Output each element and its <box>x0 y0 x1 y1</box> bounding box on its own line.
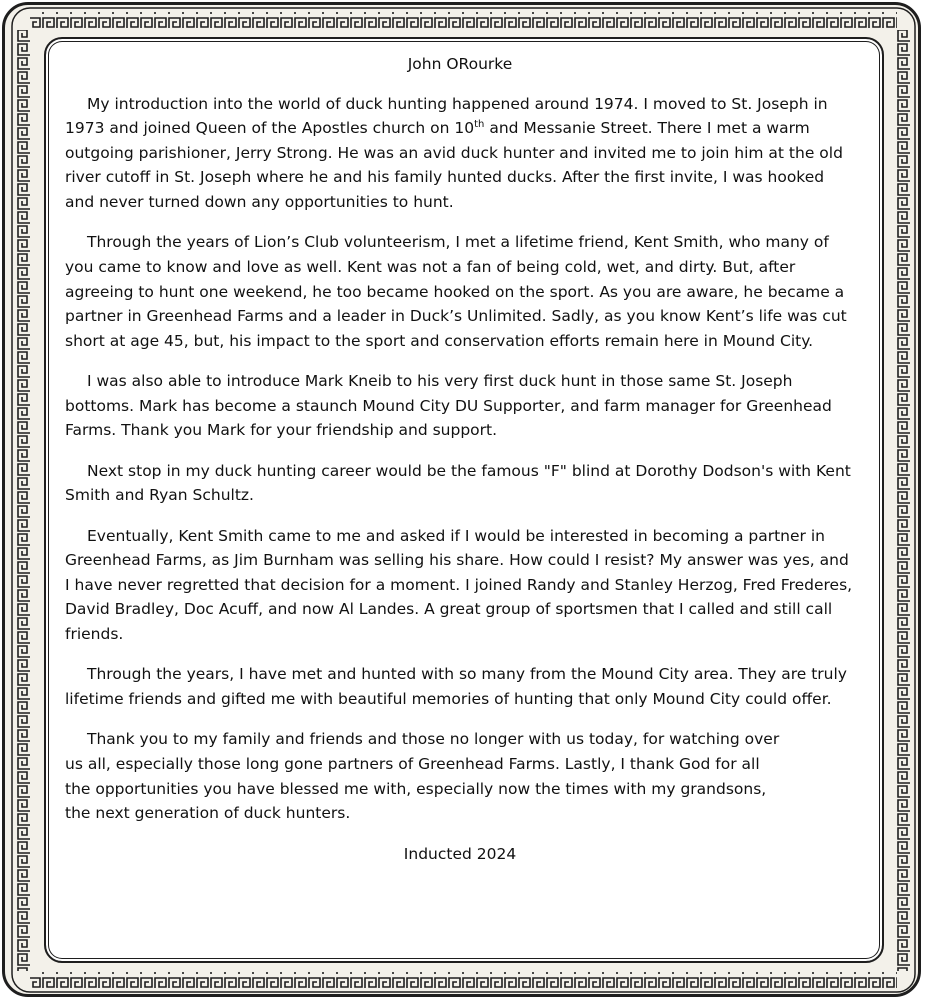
paragraph-5: Eventually, Kent Smith came to me and asked if I would be interested in becoming a partner in Greenhead Farms, as Jim Burnham was selling his share. How could I resist? My answer was yes, and I have never regretted that decision for a moment. I joined Randy and Stanley Herzog, Fred Frederes, David Bradley, Doc Acuff, and now Al Landes. A great group of sportsmen that I called and still call friends. <box>65 526 853 644</box>
paragraph-6: Through the years, I have met and hunted with so many from the Mound City area. They are truly lifetime friends and gifted me with beautiful memories of hunting that only Mound City could offer. <box>65 665 847 709</box>
induction-year: Inducted 2024 <box>403 844 517 863</box>
document-body <box>65 52 855 866</box>
paragraph-4: Next stop in my duck hunting career would be the famous "F" blind at Dorothy Dodson's with Kent Smith and Ryan Schultz. <box>65 461 851 505</box>
paragraph-1 <box>65 92 855 215</box>
paragraph-1-text-cont: and Messanie Street. There I met a warm outgoing parishioner, Jerry Strong. He was an avid duck hunter and invited me to join him at the old river cutoff in St. Joseph where he and his family hunted ducks. After the first invite, I was hooked and never turned down any opportunities to hunt. <box>65 119 843 211</box>
paragraph-7: Thank you to my family and friends and those no longer with us today, for watching over us all, especially those long gone partners of Greenhead Farms. Lastly, I thank God for all the opportunities you have blessed me with, especially now the times with my grandsons, the next generation of duck hunters. <box>65 730 780 823</box>
paragraph-2: Through the years of Lion’s Club volunteerism, I met a lifetime friend, Kent Smith, who many of you came to know and love as well. Kent was not a fan of being cold, wet, and dirty. But, after agreeing to hunt one weekend, he too became hooked on the sport. As you are aware, he became a partner in Greenhead Farms and a leader in Duck’s Unlimited. Sadly, as you know Kent’s life was cut short at age 45, but, his impact to the sport and conservation efforts remain here in Mound City. <box>65 233 847 350</box>
paragraph-3: I was also able to introduce Mark Kneib to his very first duck hunt in those same St. Joseph bottoms. Mark has become a staunch Mound City DU Supporter, and farm manager for Greenhead Farms. Thank you Mark for your friendship and support. <box>65 372 832 440</box>
paragraph-1-text: My introduction into the world of duck hunting happened around 1974. I moved to St. Joseph in 1973 and joined Queen of the Apostles church on 10 <box>65 94 828 138</box>
ordinal-suffix: th <box>474 119 485 131</box>
inductee-name: John ORourke <box>407 55 513 73</box>
